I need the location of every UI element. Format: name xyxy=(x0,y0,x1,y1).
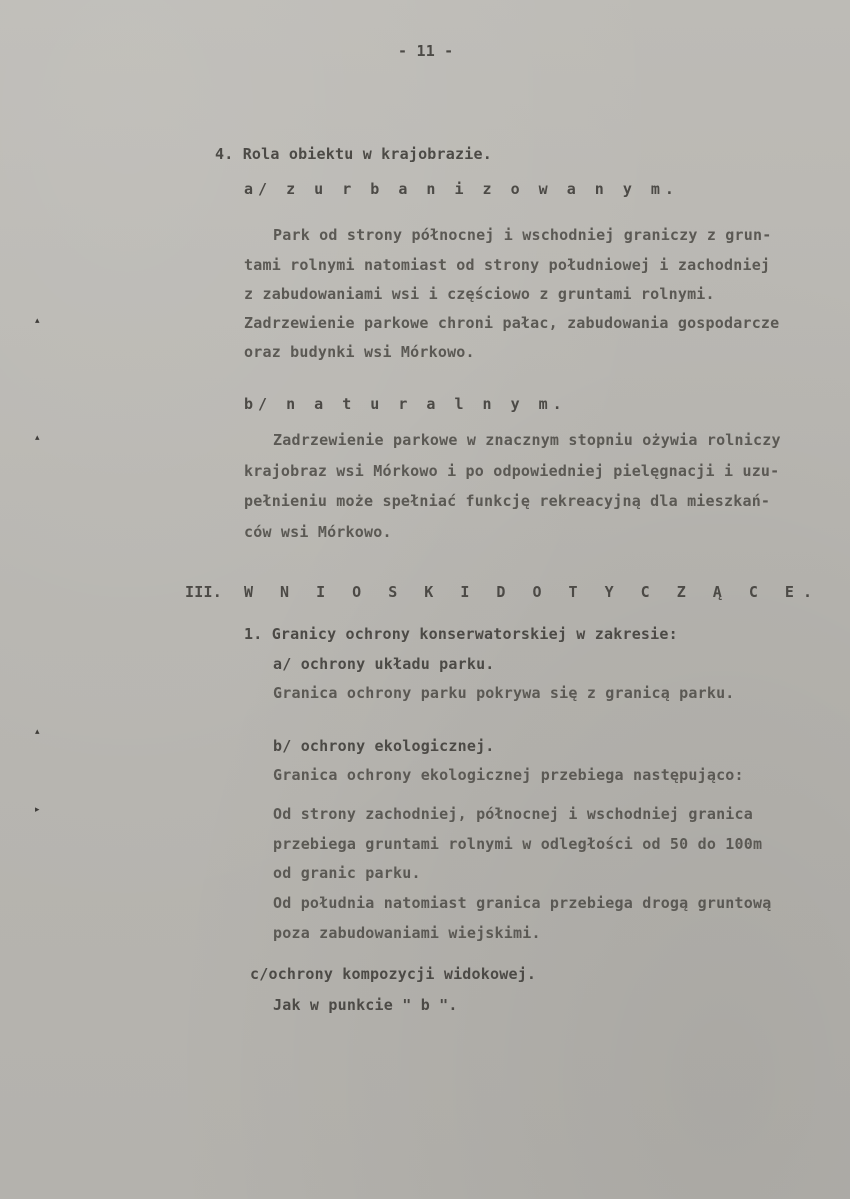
binding-hole-mark: ▴ xyxy=(35,316,40,326)
item-a-text: Granica ochrony parku pokrywa się z granicą parku. xyxy=(273,684,735,702)
item-b-line-3: od granic parku. xyxy=(273,864,421,882)
item-b-line-1: Od strony zachodniej, północnej i wschodniej granica xyxy=(273,805,753,823)
paragraph-b-line-2: krajobraz wsi Mórkowo i po odpowiedniej pielęgnacji i uzu- xyxy=(244,462,780,480)
subsection-b-title: b/ n a t u r a l n y m. xyxy=(244,395,567,413)
item-c-title: c/ochrony kompozycji widokowej. xyxy=(250,965,537,983)
item-a-title: a/ ochrony układu parku. xyxy=(273,655,495,673)
binding-hole-mark: ▴ xyxy=(35,727,40,737)
paragraph-b-line-4: ców wsi Mórkowo. xyxy=(244,523,392,541)
binding-hole-mark: ▸ xyxy=(35,805,40,815)
paragraph-b-line-3: pełnieniu może spełniać funkcję rekreacyjną dla mieszkań- xyxy=(244,492,771,510)
item-b-intro: Granica ochrony ekologicznej przebiega następująco: xyxy=(273,766,744,784)
paragraph-a-line-1: Park od strony północnej i wschodniej graniczy z grun- xyxy=(273,226,772,244)
section-3-roman: III. xyxy=(185,583,222,601)
item-b-line-4: Od południa natomiast granica przebiega drogą gruntową xyxy=(273,894,772,912)
item-b-line-2: przebiega gruntami rolnymi w odległości od 50 do 100m xyxy=(273,835,763,853)
binding-hole-mark: ▴ xyxy=(35,433,40,443)
paragraph-a-line-5: oraz budynki wsi Mórkowo. xyxy=(244,343,475,361)
item-c-text: Jak w punkcie " b ". xyxy=(273,996,458,1014)
subsection-a-title: a/ z u r b a n i z o w a n y m. xyxy=(244,180,679,198)
item-b-line-5: poza zabudowaniami wiejskimi. xyxy=(273,924,541,942)
section-3-heading: W N I O S K I D O T Y C Z Ą C E. xyxy=(244,583,821,601)
section-4-heading: 4. Rola obiektu w krajobrazie. xyxy=(215,145,492,163)
paragraph-b-line-1: Zadrzewienie parkowe w znacznym stopniu ożywia rolniczy xyxy=(273,431,781,449)
page-number: - 11 - xyxy=(398,42,454,60)
item-1-heading: 1. Granicy ochrony konserwatorskiej w zakresie: xyxy=(244,625,678,643)
paragraph-a-line-2: tami rolnymi natomiast od strony południowej i zachodniej xyxy=(244,256,771,274)
paragraph-a-line-4: Zadrzewienie parkowe chroni pałac, zabudowania gospodarcze xyxy=(244,314,780,332)
item-b-title: b/ ochrony ekologicznej. xyxy=(273,737,495,755)
paragraph-a-line-3: z zabudowaniami wsi i częściowo z gruntami rolnymi. xyxy=(244,285,715,303)
